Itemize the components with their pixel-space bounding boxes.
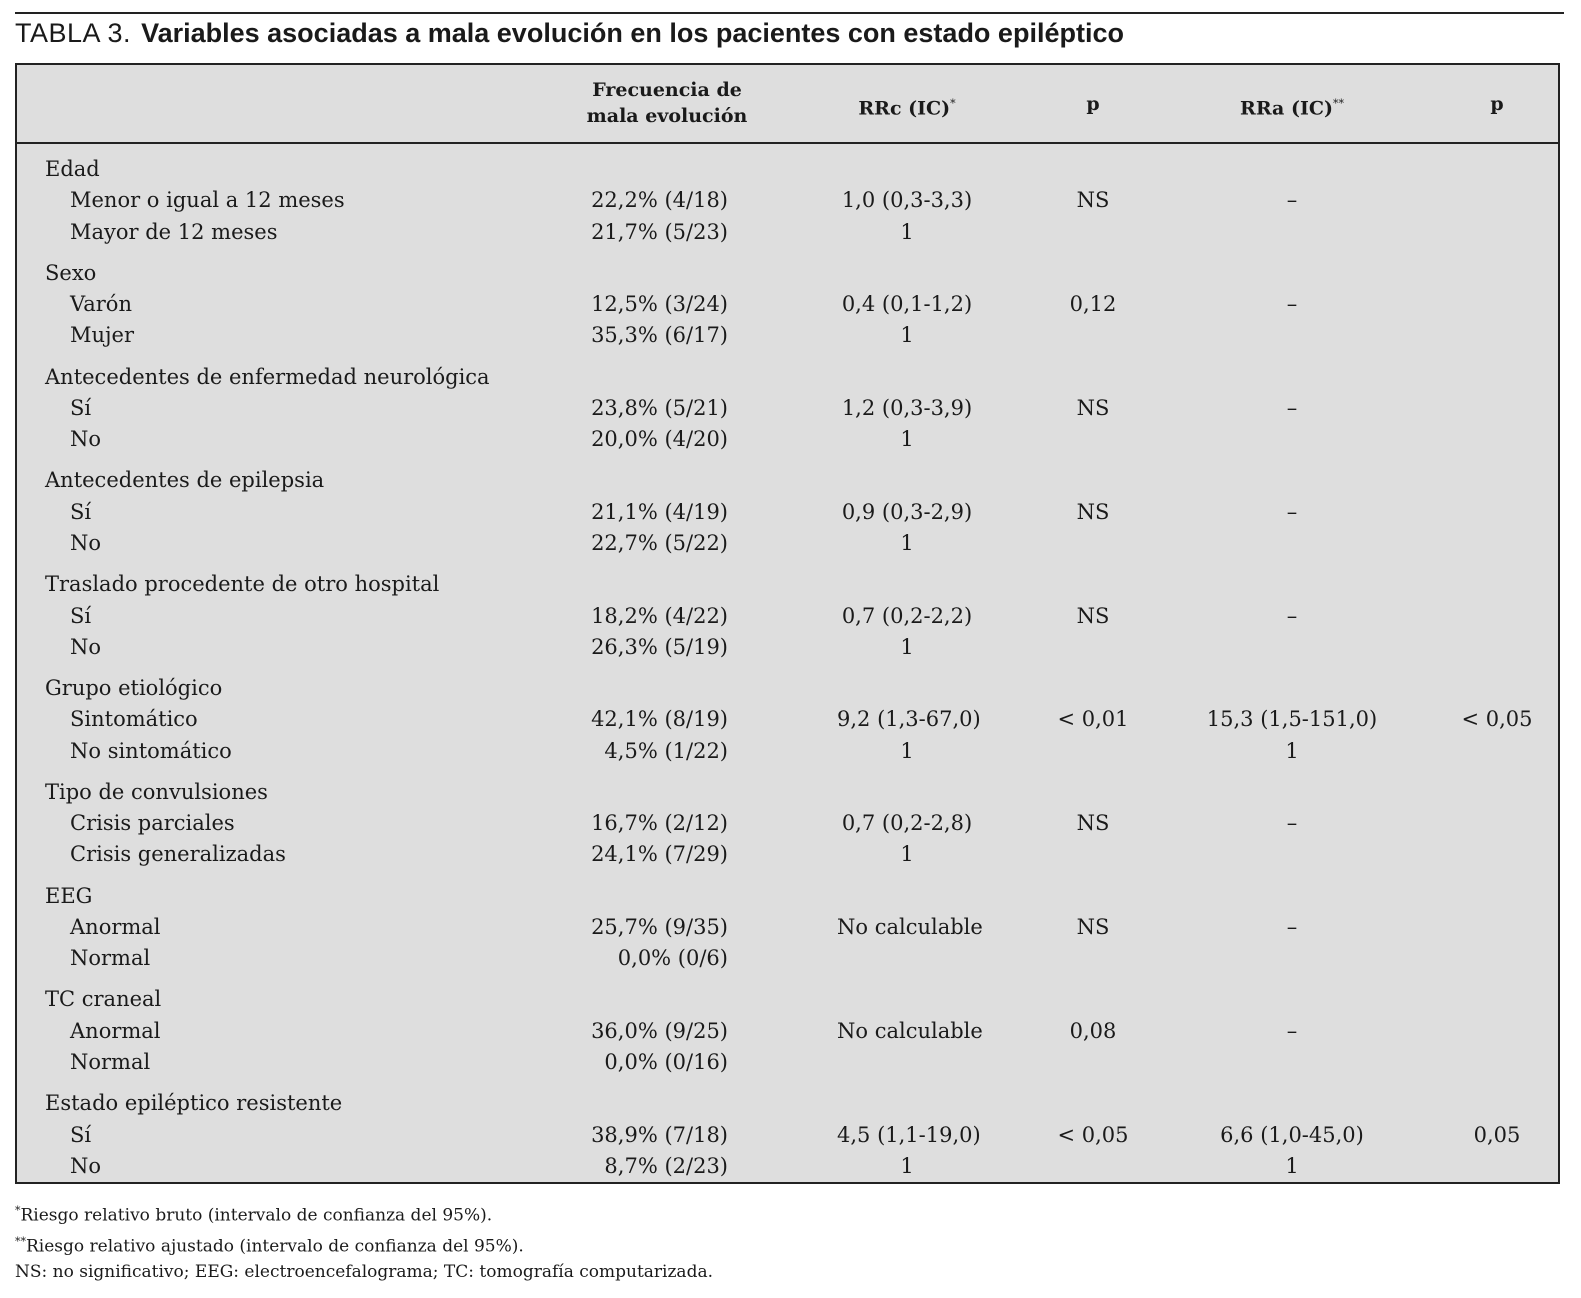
cell-rrc: 1 (900, 219, 914, 244)
cell-rrc: 0,7 (0,2-2,8) (841, 811, 973, 836)
row-label: Varón (70, 292, 132, 317)
cell-freq: 16,7% (2/12) (591, 811, 728, 836)
top-rule (15, 12, 1564, 14)
cell-freq: 22,7% (5/22) (591, 531, 728, 555)
cell-rrc: 1 (900, 634, 914, 659)
cell-p1: < 0,05 (1057, 1122, 1129, 1147)
row-label: Menor o igual a 12 meses (70, 188, 345, 213)
cell-freq: 4,5% (1/22) (604, 738, 728, 763)
cell-freq: 25,7% (9/35) (591, 914, 728, 939)
cell-rra: – (1286, 1018, 1298, 1043)
cell-rrc: No calculable (837, 914, 983, 939)
cell-p1: NS (1076, 914, 1110, 939)
cell-freq: 35,3% (6/17) (591, 323, 728, 348)
cell-freq: 21,7% (5/23) (591, 219, 728, 244)
row-label: Sí (70, 499, 92, 524)
row-label: Sí (70, 1122, 92, 1147)
row-label: Sintomático (70, 707, 198, 732)
cell-p1: < 0,01 (1057, 707, 1129, 732)
cell-freq: 8,7% (2/23) (604, 1153, 728, 1178)
group-label: Antecedentes de epilepsia (45, 468, 325, 493)
cell-rra: – (1286, 811, 1298, 836)
row-label: Sí (70, 603, 92, 628)
cell-rra: 1 (1285, 738, 1299, 763)
cell-freq: 20,0% (4/20) (591, 427, 728, 452)
cell-freq: 18,2% (4/22) (591, 603, 728, 628)
cell-rrc: 1,2 (0,3-3,9) (841, 395, 973, 420)
group-label: Edad (45, 157, 100, 181)
footnote-2: **Riesgo relativo ajustado (intervalo de confianza del 95%). (15, 1234, 524, 1257)
cell-rrc: 9,2 (1,3-67,0) (837, 707, 981, 732)
row-label: Mayor de 12 meses (70, 219, 278, 244)
cell-rra: 6,6 (1,0-45,0) (1220, 1122, 1364, 1147)
cell-rra: – (1286, 499, 1298, 524)
row-label: No (70, 427, 102, 452)
results-table (15, 63, 1560, 1184)
cell-rra: 1 (1285, 1153, 1299, 1178)
cell-p1: NS (1076, 188, 1110, 213)
cell-rra: – (1286, 914, 1298, 939)
cell-rrc: 0,7 (0,2-2,2) (841, 603, 973, 628)
header-p1: p (1086, 93, 1100, 115)
cell-freq: 24,1% (7/29) (591, 842, 728, 867)
row-label: Normal (70, 1050, 151, 1074)
cell-freq: 0,0% (0/6) (617, 946, 728, 971)
row-label: Crisis generalizadas (70, 842, 286, 867)
header-rrc: RRc (IC)* (858, 97, 956, 120)
row-label: Mujer (70, 323, 135, 348)
cell-freq: 36,0% (9/25) (591, 1018, 728, 1043)
row-label: No (70, 531, 102, 555)
row-label: No sintomático (70, 738, 232, 763)
group-label: Traslado procedente de otro hospital (45, 572, 440, 597)
cell-rrc: 1 (900, 531, 914, 555)
cell-rrc: 1 (900, 1153, 914, 1178)
cell-freq: 26,3% (5/19) (591, 634, 728, 659)
row-label: Crisis parciales (70, 811, 235, 836)
group-label: Grupo etiológico (45, 676, 223, 700)
cell-rra: – (1286, 603, 1298, 628)
row-label: No (70, 634, 102, 659)
cell-freq: 38,9% (7/18) (591, 1122, 728, 1147)
row-label: No (70, 1153, 102, 1178)
table-label: TABLA 3. (15, 18, 132, 48)
cell-rra: 15,3 (1,5-151,0) (1206, 707, 1378, 732)
header-rra: RRa (IC)** (1240, 97, 1344, 120)
group-label: Estado epiléptico resistente (45, 1091, 343, 1116)
table-header (17, 65, 1558, 144)
group-label: Antecedentes de enfermedad neurológica (45, 364, 490, 389)
group-label: EEG (45, 883, 93, 908)
cell-freq: 42,1% (8/19) (591, 707, 728, 732)
footnotes (15, 1198, 713, 1285)
cell-freq: 12,5% (3/24) (591, 292, 728, 317)
cell-freq: 23,8% (5/21) (591, 395, 728, 420)
cell-rrc: 1 (900, 842, 914, 867)
cell-p2: < 0,05 (1461, 707, 1533, 732)
cell-p1: NS (1076, 603, 1110, 628)
footnote-3: NS: no significativo; EEG: electroencefalograma; TC: tomografía computarizada. (15, 1262, 713, 1283)
cell-p1: 0,08 (1069, 1018, 1117, 1043)
group-label: TC craneal (45, 987, 162, 1012)
cell-rra: – (1286, 188, 1298, 213)
cell-rra: – (1286, 395, 1298, 420)
cell-p1: 0,12 (1069, 292, 1117, 317)
row-label: Anormal (70, 1018, 161, 1043)
cell-rrc: No calculable (837, 1018, 983, 1043)
table-caption: Variables asociadas a mala evolución en los pacientes con estado epiléptico (141, 18, 1124, 48)
row-label: Normal (70, 946, 151, 971)
cell-freq: 21,1% (4/19) (591, 499, 728, 524)
group-label: Tipo de convulsiones (45, 779, 268, 804)
cell-freq: 0,0% (0/16) (604, 1050, 728, 1074)
cell-p1: NS (1076, 499, 1110, 524)
row-label: Anormal (70, 914, 161, 939)
cell-p1: NS (1076, 811, 1110, 836)
header-frequency: Frecuencia de mala evolución (586, 79, 748, 127)
cell-rrc: 0,4 (0,1-1,2) (841, 292, 973, 317)
table-title (15, 18, 1124, 49)
group-label: Sexo (45, 260, 97, 285)
header-p2: p (1490, 93, 1504, 115)
row-label: Sí (70, 395, 92, 420)
cell-rrc: 4,5 (1,1-19,0) (837, 1122, 981, 1147)
cell-rrc: 1 (900, 427, 914, 452)
cell-rra: – (1286, 292, 1298, 317)
footnote-1: *Riesgo relativo bruto (intervalo de confianza del 95%). (15, 1204, 493, 1226)
cell-rrc: 1 (900, 738, 914, 763)
cell-freq: 22,2% (4/18) (591, 188, 728, 213)
cell-rrc: 0,9 (0,3-2,9) (841, 499, 973, 524)
cell-p2: 0,05 (1473, 1122, 1521, 1147)
cell-rrc: 1,0 (0,3-3,3) (841, 188, 973, 213)
cell-p1: NS (1076, 395, 1110, 420)
cell-rrc: 1 (900, 323, 914, 348)
